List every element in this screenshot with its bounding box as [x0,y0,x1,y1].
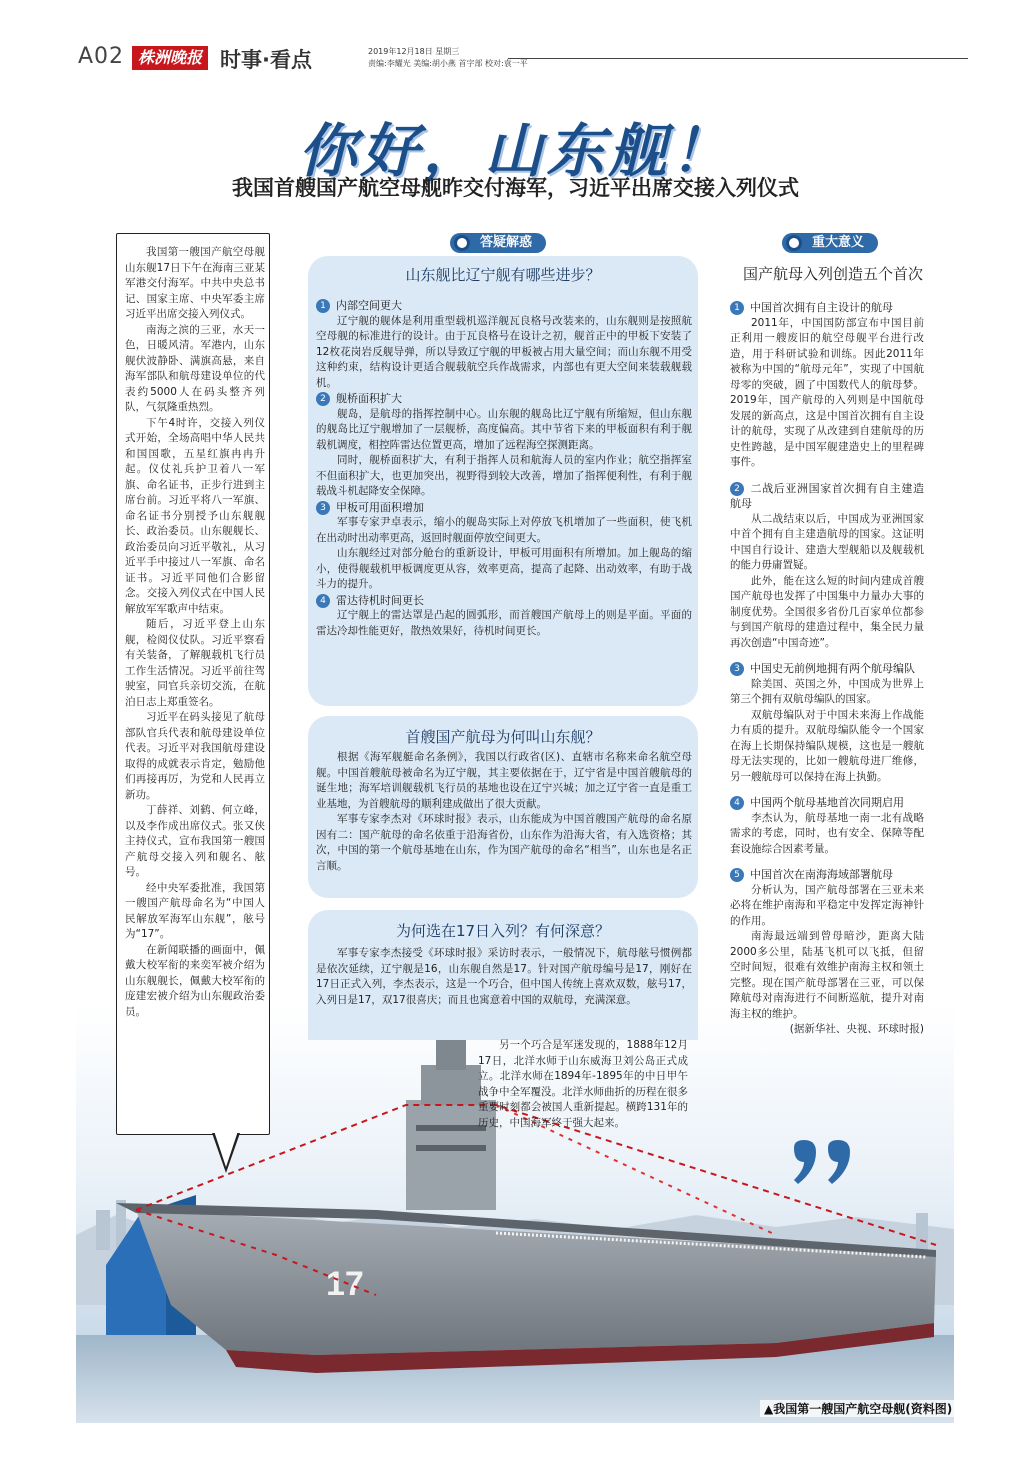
number-badge: 1 [730,301,744,315]
number-badge: 3 [316,501,330,515]
qa-card-1-body [316,298,692,639]
significance-title: 国产航母入列创造五个首次 [742,265,923,283]
subheading [730,661,924,677]
significance-paragraph: 双航母编队对于中国未来海上作战能力有质的提升。双航母编队能令一个国家在海上长期保持编队规模，这也是一艘航母无法实现的，比如一艘航母进厂维修，另一艘航母可以保持在海上执勤。 [730,708,924,783]
significance-paragraph: 从二战结束以后，中国成为亚洲国家中首个拥有自主建造航母的国家。这证明中国自行设计、建造大型舰船以及舰载机的能力毋庸置疑。 [730,512,924,571]
story-paragraph: 习近平在码头接见了航母部队官兵代表和航母建设单位代表。习近平对我国航母建设取得的成就表示肯定，勉励他们再接再厉，为党和人民再立新功。 [125,711,265,801]
quote-icon [790,1140,860,1190]
tag-dot-icon [786,235,802,251]
subheading-text: 中国首次在南海海域部署航母 [750,868,893,881]
qa-tag-label: 答疑解惑 [480,235,533,250]
news-story [125,245,265,1020]
qa-card-1-title: 山东舰比辽宁舰有哪些进步？ [405,266,601,284]
number-badge: 2 [730,482,744,496]
tag-dot-icon [454,235,470,251]
subheading [316,593,692,609]
answer-paragraph: 军事专家李杰对《环球时报》表示，山东能成为中国首艘国产航母的命名原因有二：国产航母的命名依重于沿海省份，山东作为沿海大省，有入选资格；其次，中国的第一个航母基地在山东，作为国产航母的命名“相当”，山东也是名正言顺。 [316,813,692,872]
story-paragraph: 下午4时许，交接入列仪式开始，全场高唱中华人民共和国国歌，五星红旗冉冉升起。仪仗礼兵护卫着八一军旗、命名证书，正步行进到主席台前。习近平将八一军旗、命名证书分别授予山东舰舰长、政治委员。山东舰舰长、政治委员向习近平敬礼，从习近平手中接过八一军旗、命名证书。习近平同他们合影留念。交接入列仪式在中国人民解放军军歌声中结束。 [125,416,265,615]
story-paragraph: 随后，习近平登上山东舰，检阅仪仗队。习近平察看有关装备，了解舰载机飞行员工作生活情况。习近平前往驾驶室，同官兵亲切交流，在航泊日志上郑重签名。 [125,618,265,708]
number-badge: 1 [316,299,330,313]
significance-body [730,300,924,1038]
subheading-text: 中国史无前例地拥有两个航母编队 [750,662,915,675]
subheading [316,298,692,314]
answer-paragraph: 另一个巧合是军迷发现的，1888年12月17日，北洋水师于山东威海卫刘公岛正式成立。北洋水师在1894年-1895年的中日甲午战争中全军覆没。北洋水师曲折的历程在很多重要时刻都会被国人重新提起。横跨131年的历史，中国海军终于强大起来。 [478,1039,688,1129]
subheading-text: 甲板可用面积增加 [336,500,424,514]
subheading-text: 二战后亚洲国家首次拥有自主建造航母 [730,481,924,510]
answer-paragraph: 根据《海军舰艇命名条例》，我国以行政省(区)、直辖市名称来命名航空母舰。中国首艘航母被命名为辽宁舰，其主要依据在于，辽宁省是中国首艘航母的诞生地；海军培训舰载机飞行员的基地也设在辽宁兴城；加之辽宁省一直是重工业基地，为首艘航母的顺利建成做出了很大贡献。 [316,751,692,810]
significance-section-tag [782,233,878,253]
answer-paragraph: 舰岛，是航母的指挥控制中心。山东舰的舰岛比辽宁舰有所缩短，但山东舰的舰岛比辽宁舰增加了一层舰桥，高度偏高。其中节省下来的甲板面积有利于舰载机调度，相控阵雷达位置更高，增加了远程海空探测距离。 [316,407,692,451]
subheading-text: 舰桥面积扩大 [336,392,402,405]
qa-card-3-continuation [478,1038,688,1131]
qa-card-3-title: 为何选在17日入列？有何深意？ [395,922,611,940]
subheadline: 我国首艘国产航空母舰昨交付海军，习近平出席交接入列仪式 [232,176,799,200]
story-paragraph: 南海之滨的三亚，水天一色，日暖风清。军港内，山东舰伏波静卧、满旗高悬，来自海军部队和航母建设单位的代表约5000人在码头整齐列队，气氛隆重热烈。 [125,323,265,413]
newspaper-logo: 株洲晚报 [132,46,208,70]
source-credit: (据新华社、央视、环球时报) [789,1023,924,1035]
subheading-text: 中国首次拥有自主设计的航母 [750,301,893,314]
qa-card-2-title: 首艘国产航母为何叫山东舰？ [405,728,601,746]
issue-meta [368,46,528,70]
number-badge: 4 [316,594,330,608]
page-number: A02 [78,44,125,69]
answer-paragraph: 山东舰经过对部分舱台的重新设计，甲板可用面积有所增加。加上舰岛的缩小，使得舰载机甲板调度更从容，效率更高，提高了起降、出动效率，有助于战斗力的提升。 [316,547,692,590]
masthead [78,44,968,74]
number-badge: 5 [730,868,744,882]
number-badge: 4 [730,796,744,810]
significance-paragraph: 此外，能在这么短的时间内建成首艘国产航母也发挥了中国集中力量办大事的制度优势。全国很多省份几百家单位都参与到国产航母的建造过程中，集全民力量再次创造“中国奇迹”。 [730,574,924,649]
qa-card-2-body [316,750,692,874]
subheading-text: 中国两个航母基地首次同期启用 [750,796,904,809]
subheading [730,867,924,883]
photo-caption: ▲我国第一艘国产航空母舰(资料图) [760,1400,956,1417]
answer-paragraph: 同时，舰桥面积扩大，有利于指挥人员和航海人员的室内作业；航空指挥室不但面积扩大，也更加突出，视野得到较大改善，增加了指挥便利性，有利于舰载战斗机起降安全保障。 [316,454,692,497]
number-badge: 2 [316,392,330,406]
answer-paragraph: 辽宁舰上的雷达罩是凸起的圆弧形，而首艘国产航母上的则是平面。平面的雷达冷却性能更好，散热效果好，待机时间更长。 [316,609,692,637]
story-paragraph: 经中央军委批准，我国第一艘国产航母命名为“中国人民解放军海军山东舰”，舷号为“17”。 [125,881,265,940]
significance-tag-label: 重大意义 [812,235,865,250]
masthead-rule [508,58,968,59]
hull-number: 17 [326,1265,364,1303]
subheading-text: 内部空间更大 [336,299,402,312]
subheading [316,391,692,407]
qa-card-3-body [316,946,692,1008]
subheading [730,300,924,316]
answer-paragraph: 军事专家李杰接受《环球时报》采访时表示，一般情况下，航母舷号惯例都是依次延续，辽宁舰是16，山东舰自然是17。针对国产航母编号是17，刚好在17日正式入列，李杰表示，这是一个巧合，但中国人传统上喜欢双数，舷号17，入列日是17，双17很喜庆；而且也寓意着中国的双航母，充满深意。 [316,947,692,1006]
significance-paragraph: 南海最远端到曾母暗沙，距离大陆2000多公里，陆基飞机可以飞抵，但留空时间短，很难有效维护南海主权和领土完整。现在国产航母部署在三亚，可以保障航母对南海进行不间断巡航，提升对南海主权的维护。 [730,930,924,1020]
story-paragraph: 在新闻联播的画面中，佩戴大校军衔的来奕军被介绍为山东舰舰长，佩戴大校军衔的庞建宏被介绍为山东舰政治委员。 [125,943,265,1018]
headline: 你好，山东舰！ [298,117,733,185]
section-name: 时事·看点 [220,48,312,72]
significance-paragraph: 李杰认为，航母基地一南一北有战略需求的考虑，同时，也有安全、保障等配套设施综合因素考量。 [730,811,924,855]
subheading [730,795,924,811]
speech-tail-inner [214,1131,238,1167]
editor-credits: 责编:李耀光 美编:胡小燕 首字部 校对:袁一平 [368,59,528,68]
subheading-text: 雷达待机时间更长 [336,593,424,607]
subheading [316,500,692,516]
significance-paragraph: 2011年，中国国防部宣布中国目前正利用一艘废旧的航空母舰平台进行改造，用于科研试验和训练。因此2011年被称为中国的“航母元年”，实现了中国航母零的突破，圆了中国数代人的航母梦。2019年，国产航母的入列则是中国航母发展的新高点，这是中国首次拥有自主设计的航母，实现了从改建到自建航母的历史性跨越，是中国军舰建造史上的里程碑事件。 [730,316,924,468]
story-paragraph: 我国第一艘国产航空母舰山东舰17日下午在海南三亚某军港交付海军。中共中央总书记、国家主席、中央军委主席习近平出席交接入列仪式。 [125,246,265,320]
story-paragraph: 丁薛祥、刘鹤、何立峰，以及李作成出席仪式。张又侠主持仪式，宣布我国第一艘国产航母交接入列和舰名、舷号。 [125,804,265,878]
issue-date: 2019年12月18日 星期三 [368,47,460,56]
answer-paragraph: 军事专家尹卓表示，缩小的舰岛实际上对停放飞机增加了一些面积，使飞机在出动时出动率更高，返回时舰面停放空间更大。 [316,516,692,544]
significance-paragraph: 除美国、英国之外，中国成为世界上第三个拥有双航母编队的国家。 [730,677,924,705]
subheading [730,481,924,512]
answer-paragraph: 辽宁舰的舰体是利用重型载机巡洋舰瓦良格号改装来的，山东舰则是按照航空母舰的标准进行的设计。由于瓦良格号在设计之初，舰首正中的甲板下安装了12枚花岗岩反舰导弹，所以导致辽宁舰的甲板被占用大量空间；而山东舰不用受这种约束，结构设计更适合舰载航空兵作战需求，内部也有更大空间来装载舰载机。 [316,314,692,389]
number-badge: 3 [730,662,744,676]
qa-section-tag [450,233,546,253]
significance-paragraph: 分析认为，国产航母部署在三亚未来必将在维护南海和平稳定中发挥定海神针的作用。 [730,883,924,927]
